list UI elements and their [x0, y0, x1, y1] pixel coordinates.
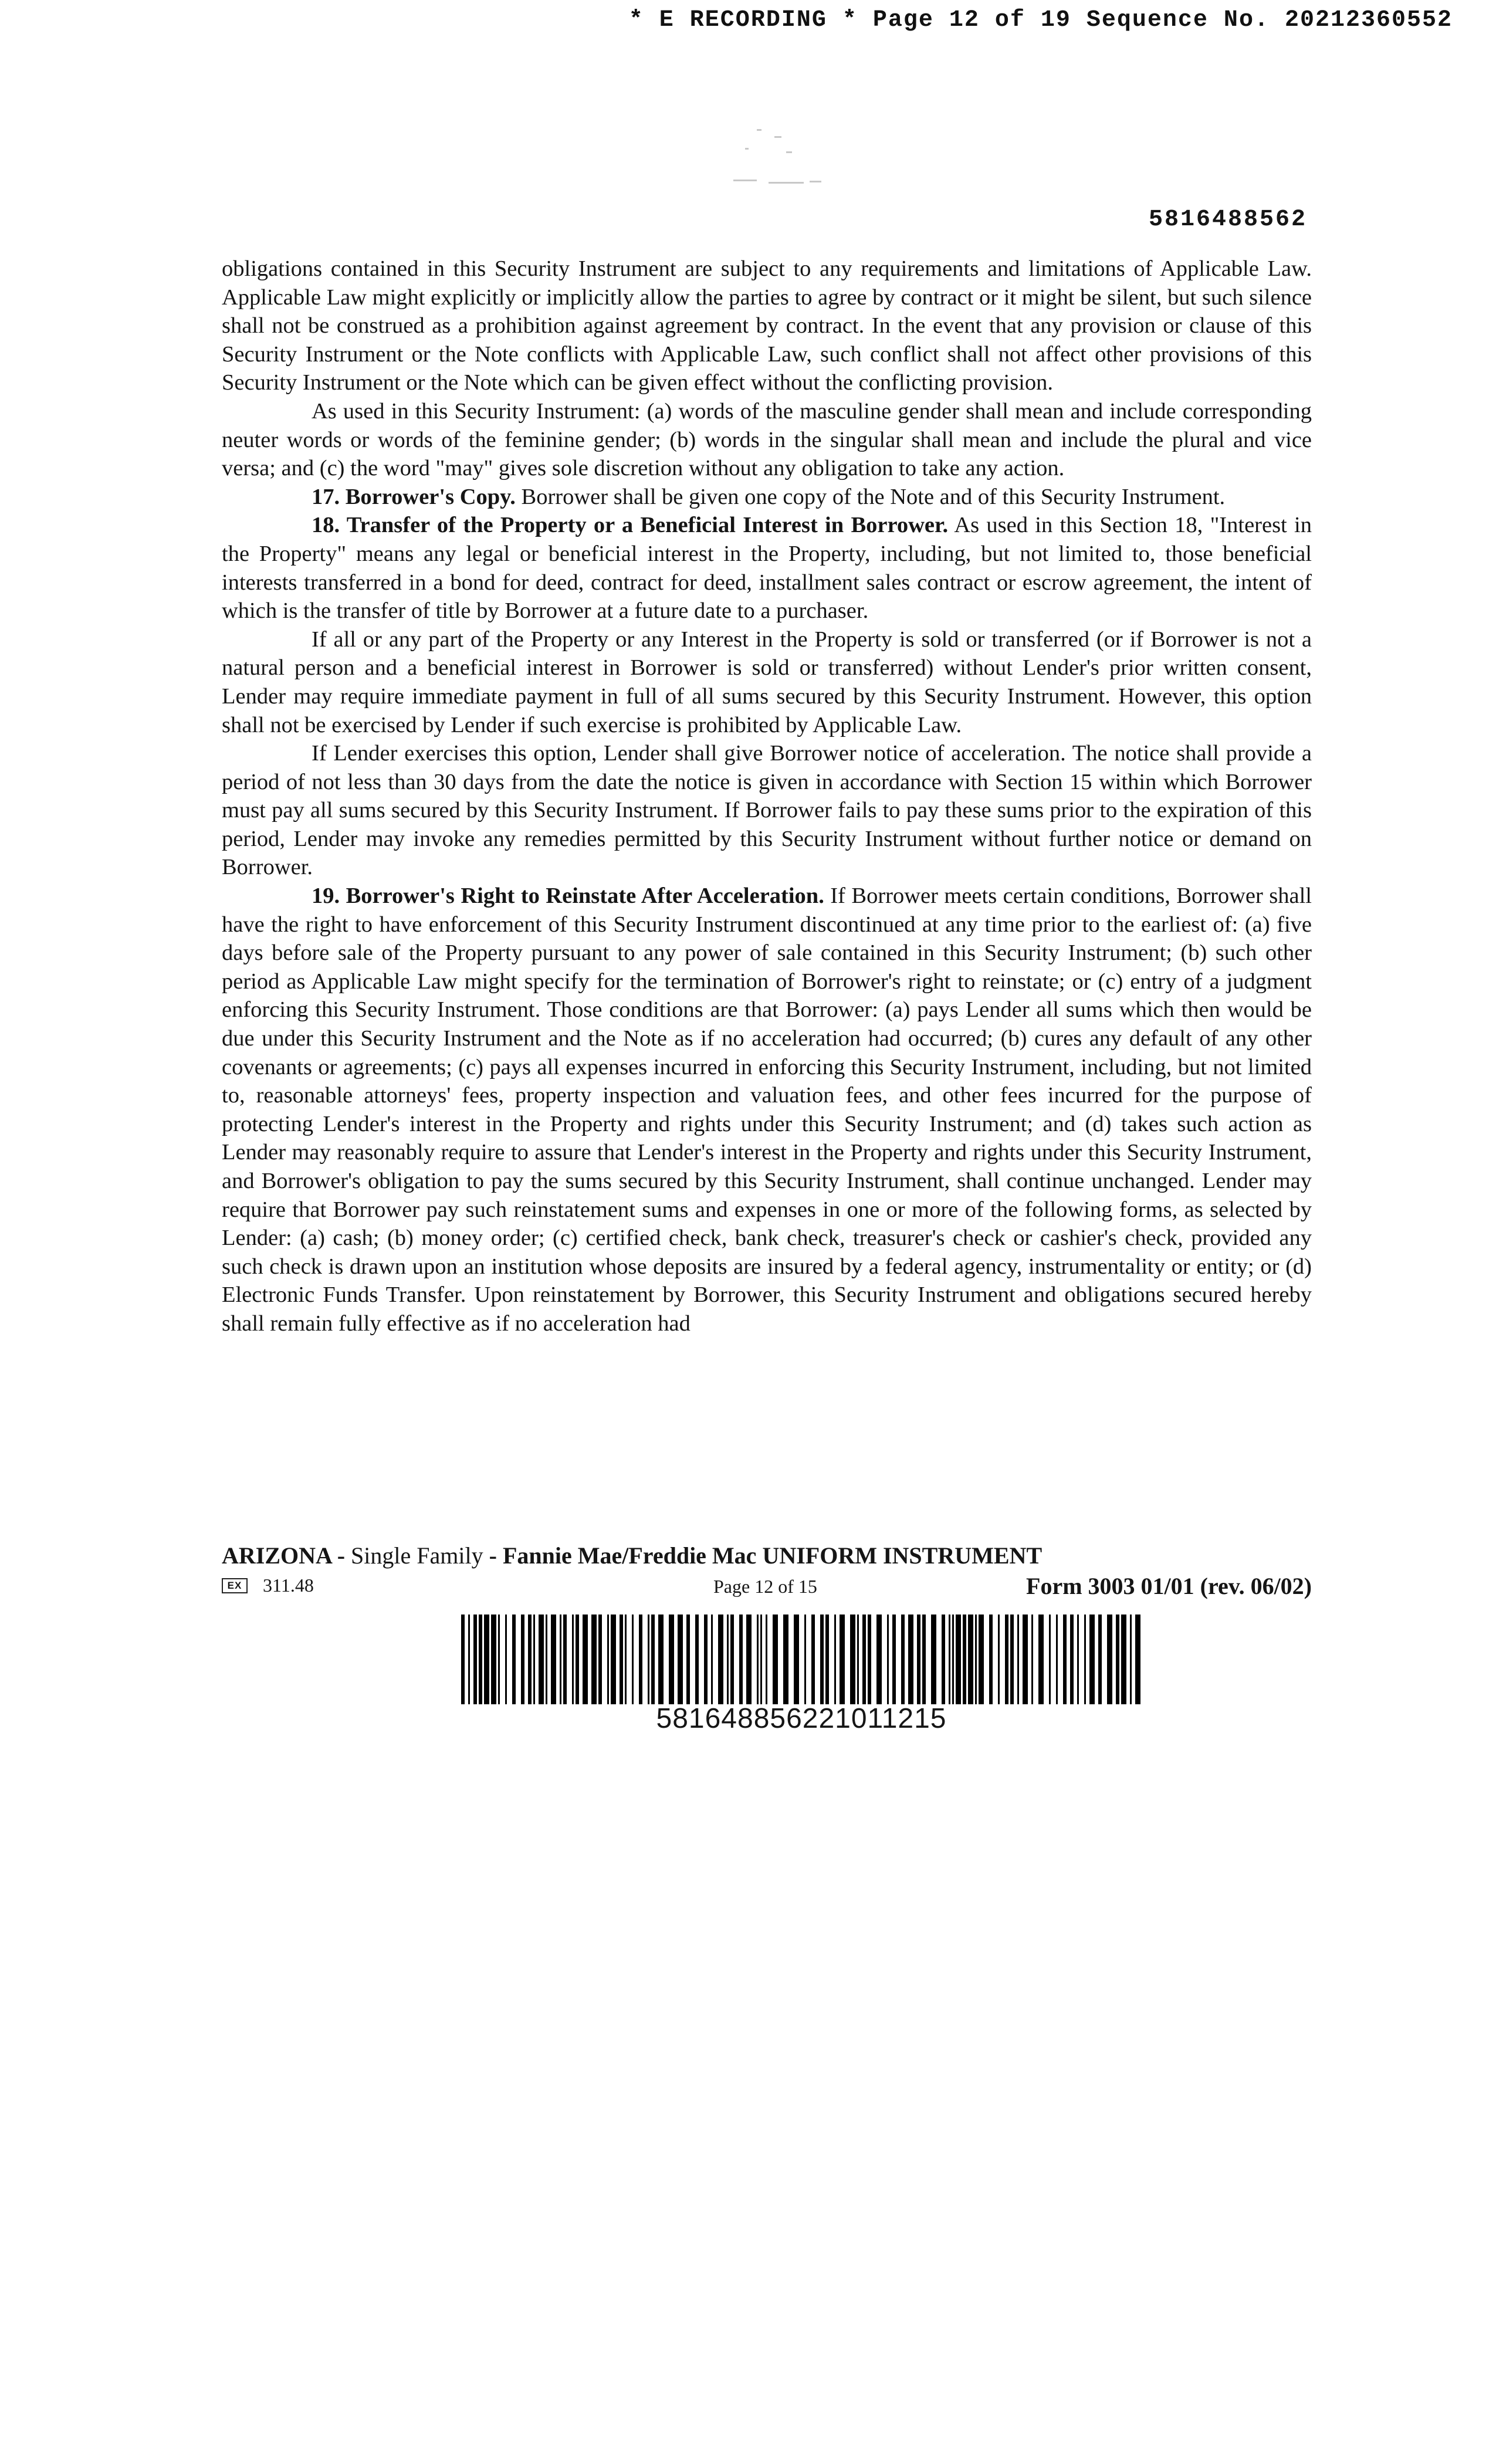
- paragraph: [222, 255, 1312, 397]
- paragraph: [222, 882, 1312, 1338]
- paragraph: [222, 397, 1312, 483]
- section-19-heading: 19. Borrower's Right to Reinstate After Acceleration.: [312, 884, 824, 909]
- paragraph-text: As used in this Security Instrument: (a) words of the masculine gender shall mean and include corresponding neuter words or words of the feminine gender; (b) words in the singular shall mean and include the plural and vice versa; and (c) the word "may" gives sole discretion without any obligation to take any action.: [222, 398, 1312, 481]
- recording-header: * E RECORDING * Page 12 of 19 Sequence No. 20212360552: [628, 7, 1453, 33]
- paragraph-text: If all or any part of the Property or any Interest in the Property is sold or transferred (or if Borrower is not a natural person and a beneficial interest in Borrower is sold or transferred) without Lender's prior written consent, Lender may require immediate payment in full of all sums secured by this Security Instrument. However, this option shall not be exercised by Lender if such exercise is prohibited by Applicable Law.: [222, 627, 1312, 737]
- paragraph-text: As used in this Section 18, "Interest in the Property" means any legal or beneficial interest in the Property, including, but not limited to, those beneficial interests transferred in a bond for deed, contract for deed, installment sales contract or escrow agreement, the intent of which is the transfer of title by Borrower at a future date to a purchaser.: [222, 513, 1312, 624]
- footer-family: Single Family: [351, 1542, 483, 1569]
- paragraph: [222, 511, 1312, 625]
- paragraph-text: If Borrower meets certain conditions, Borrower shall have the right to have enforcement of this Security Instrument discontinued at any time prior to the earliest of: (a) five days before sale of the Property pursuant to any power of sale contained in this Security Instrument; (b) such other period as Applicable Law might specify for the termination of Borrower's right to reinstate; or (c) entry of a judgment enforcing this Security Instrument. Those conditions are that Borrower: (a) pays Lender all sums which then would be due under this Security Instrument and the Note as if no acceleration had occurred; (b) cures any default of any other covenants or agreements; (c) pays all expenses incurred in enforcing this Security Instrument, including, but not limited to, reasonable attorneys' fees, property inspection and valuation fees, and other fees incurred for the purpose of protecting Lender's interest in the Property and rights under this Security Instrument; and (d) takes such action as Lender may reasonably require to assure that Lender's interest in the Property and rights under this Security Instrument, and Borrower's obligation to pay the sums secured by this Security Instrument, shall continue unchanged. Lender may require that Borrower pay such reinstatement sums and expenses in one or more of the following forms, as selected by Lender: (a) cash; (b) money order; (c) certified check, bank check, treasurer's check or cashier's check, provided any such check is drawn upon an institution whose deposits are insured by a federal agency, instrumentality or entity; or (d) Electronic Funds Transfer. Upon reinstatement by Borrower, this Security Instrument and obligations secured hereby shall remain fully effective as if no acceleration had: [222, 884, 1312, 1336]
- barcode-graphic: [461, 1615, 1142, 1704]
- document-body: [222, 255, 1312, 1338]
- paragraph: [222, 625, 1312, 739]
- footer-instrument: Fannie Mae/Freddie Mac UNIFORM INSTRUMENT: [502, 1542, 1043, 1569]
- paragraph-text: obligations contained in this Security Instrument are subject to any requirements and limitations of Applicable Law. Applicable Law might explicitly or implicitly allow the parties to agree by contract or it might be silent, but such silence shall not be construed as a prohibition against agreement by contract. In the event that any provision or clause of this Security Instrument or the Note conflicts with Applicable Law, such conflict shall not affect other provisions of this Security Instrument or the Note which can be given effect without the conflicting provision.: [222, 256, 1312, 395]
- footer-title: [222, 1542, 1312, 1569]
- paragraph: [222, 483, 1312, 512]
- paragraph: [222, 739, 1312, 882]
- form-number: Form 3003 01/01 (rev. 06/02): [1026, 1573, 1312, 1599]
- footer-row: [222, 1572, 1312, 1602]
- section-17-heading: 17. Borrower's Copy.: [312, 484, 516, 509]
- form-code: 311.48: [263, 1575, 314, 1596]
- section-18-heading: 18. Transfer of the Property or a Beneficial Interest in Borrower.: [312, 513, 949, 538]
- form-code-group: [222, 1575, 314, 1596]
- ex-badge-icon: EX: [222, 1578, 248, 1593]
- loan-number: 5816488562: [1148, 207, 1307, 233]
- barcode-number: 581648856221011215: [656, 1703, 947, 1734]
- page-number: Page 12 of 15: [713, 1576, 817, 1597]
- footer-state: ARIZONA: [222, 1542, 331, 1569]
- scan-artifact: [722, 123, 839, 217]
- paragraph-text: Borrower shall be given one copy of the Note and of this Security Instrument.: [515, 484, 1226, 509]
- paragraph-text: If Lender exercises this option, Lender shall give Borrower notice of acceleration. The notice shall provide a period of not less than 30 days from the date the notice is given in accordance with Section 15 within which Borrower must pay all sums secured by this Security Instrument. If Borrower fails to pay these sums prior to the expiration of this period, Lender may invoke any remedies permitted by this Security Instrument without further notice or demand on Borrower.: [222, 741, 1312, 880]
- footer-separator: -: [331, 1542, 351, 1569]
- footer-separator: -: [483, 1542, 503, 1569]
